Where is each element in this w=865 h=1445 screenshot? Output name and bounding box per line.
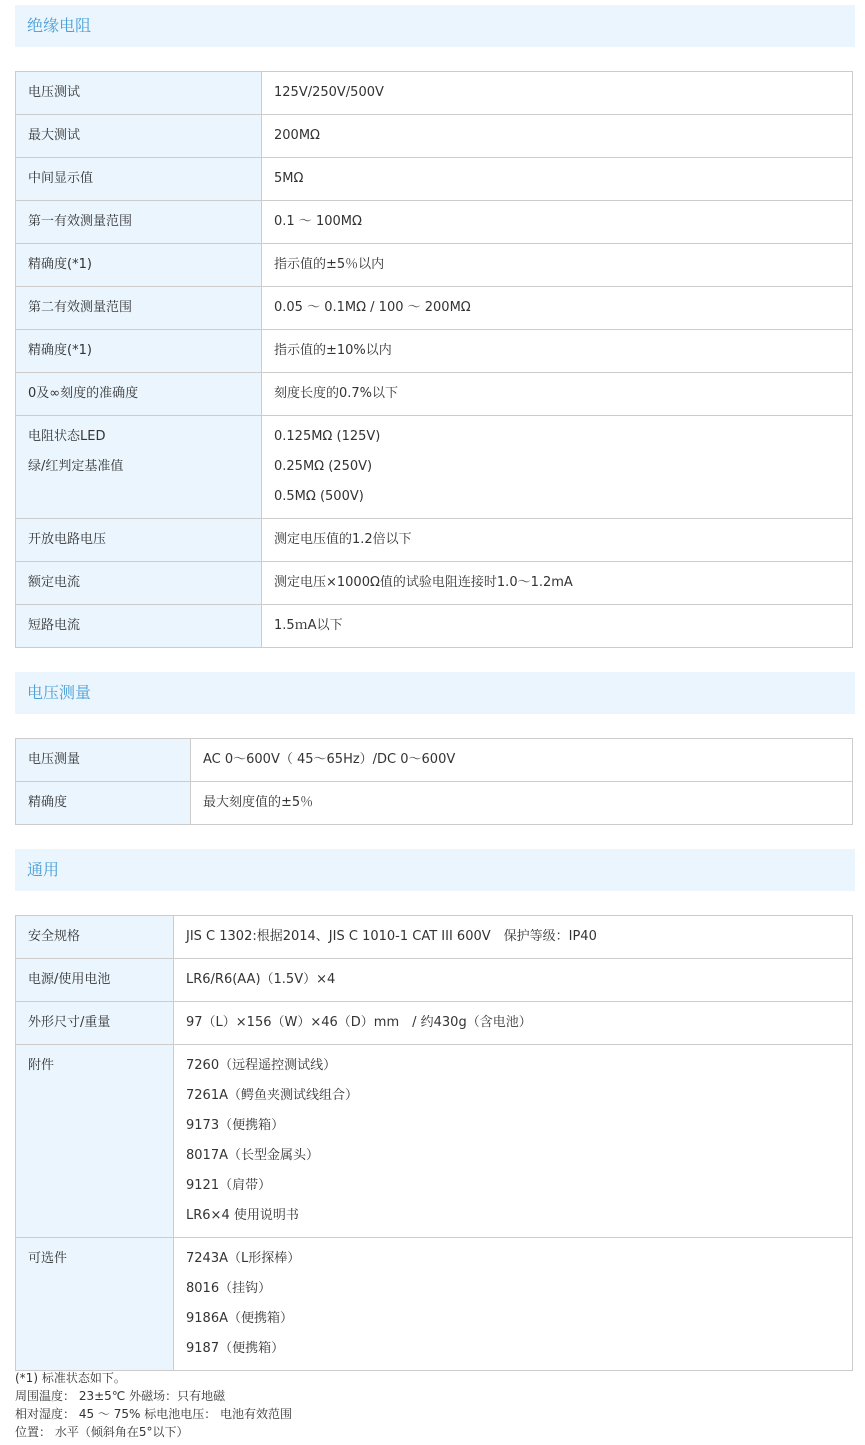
footnote-line: 周围温度： 23±5℃ 外磁场：只有地磁: [15, 1389, 226, 1403]
row-value-cell: [262, 519, 853, 562]
row-label: 外形尺寸/重量: [28, 1015, 111, 1030]
row-value: 刻度长度的0.7%以下: [274, 386, 399, 401]
row-label: 中间显示值: [28, 171, 94, 186]
row-value: 9173（便携箱）: [186, 1118, 285, 1133]
row-value: 0.1 ～ 100MΩ: [274, 214, 362, 229]
table-row: [16, 1002, 853, 1045]
table-body: [16, 72, 853, 648]
row-value: 0.125MΩ (125V): [274, 429, 381, 444]
row-value: 指示值的±10%以内: [274, 343, 392, 358]
row-label: 附件: [28, 1058, 55, 1073]
row-value: 8016（挂钩）: [186, 1281, 272, 1296]
row-value: 0.25MΩ (250V): [274, 459, 373, 474]
row-value: 9186A（便携箱）: [186, 1311, 293, 1326]
voltage-measurement-table: [15, 738, 853, 825]
table-row: [16, 201, 853, 244]
row-label-cell: [16, 416, 262, 519]
table-row: [16, 782, 853, 825]
row-value-cell: [262, 72, 853, 115]
footnotes: [15, 1369, 292, 1441]
row-value-cell: [174, 1045, 853, 1238]
table-body: [16, 916, 853, 1371]
row-value: 200MΩ: [274, 128, 320, 143]
table-row: [16, 519, 853, 562]
row-label-cell: [16, 605, 262, 648]
table-row: [16, 959, 853, 1002]
row-label-cell: [16, 562, 262, 605]
table-row: [16, 562, 853, 605]
row-label-cell: [16, 782, 191, 825]
row-label: 电压测试: [28, 85, 81, 100]
row-value-cell: [174, 916, 853, 959]
row-label-cell: [16, 158, 262, 201]
row-label: 精确度(*1): [28, 257, 92, 272]
row-value-cell: [262, 330, 853, 373]
row-label-cell: [16, 739, 191, 782]
row-value-cell: [174, 1002, 853, 1045]
row-value: LR6/R6(AA)（1.5V）×4: [186, 972, 336, 987]
row-label: 短路电流: [28, 618, 81, 633]
row-label: 0及∞刻度的准确度: [28, 386, 139, 401]
general-table: [15, 915, 853, 1371]
row-value-cell: [262, 115, 853, 158]
table-row: [16, 373, 853, 416]
row-value: 125V/250V/500V: [274, 85, 384, 100]
table-body: [16, 739, 853, 825]
row-value: 8017A（长型金属头）: [186, 1148, 319, 1163]
table-row: [16, 158, 853, 201]
row-value-cell: [174, 959, 853, 1002]
section-header-general: 通用: [15, 849, 855, 891]
row-value-cell: [262, 605, 853, 648]
row-value-cell: [191, 782, 853, 825]
table-row: [16, 244, 853, 287]
row-label: 电源/使用电池: [28, 972, 111, 987]
row-label-cell: [16, 201, 262, 244]
row-value: 97（L）×156（W）×46（D）mm / 约430g（含电池）: [186, 1015, 532, 1030]
row-value: 7243A（L形探棒）: [186, 1251, 301, 1266]
row-label-cell: [16, 1045, 174, 1238]
row-value: 0.05 ～ 0.1MΩ / 100 ～ 200MΩ: [274, 300, 471, 315]
footnote-line: (*1) 标准状态如下。: [15, 1371, 126, 1385]
insulation-resistance-table: [15, 71, 853, 648]
table-row: [16, 1045, 853, 1238]
row-value-cell: [174, 1238, 853, 1371]
row-value: AC 0～600V（ 45～65Hz）/DC 0～600V: [203, 752, 456, 767]
row-label: 可选件: [28, 1251, 68, 1266]
row-value: 0.5MΩ (500V): [274, 489, 364, 504]
row-value: 1.5ｍA以下: [274, 618, 343, 633]
row-label: 额定电流: [28, 575, 81, 590]
section-header-insulation-resistance: 绝缘电阻: [15, 5, 855, 47]
row-label-cell: [16, 519, 262, 562]
row-label-cell: [16, 287, 262, 330]
footnote-line: 位置： 水平（倾斜角在5°以下）: [15, 1425, 189, 1439]
row-value: 9187（便携箱）: [186, 1341, 285, 1356]
row-label: 电压测量: [28, 752, 81, 767]
footnote-line: 相对湿度： 45 ～ 75% 标电池电压： 电池有效范围: [15, 1407, 293, 1421]
row-label: 电阻状态LED: [28, 429, 106, 444]
row-label-cell: [16, 72, 262, 115]
row-label: 安全规格: [28, 929, 81, 944]
row-value: 测定电压×1000Ω值的试验电阻连接时1.0～1.2mA: [274, 575, 573, 590]
row-label: 最大测试: [28, 128, 81, 143]
row-value: JIS C 1302:根据2014、JIS C 1010-1 CAT III 600V 保护等级：IP40: [186, 929, 597, 944]
table-row: [16, 72, 853, 115]
row-value: 最大刻度值的±5％: [203, 795, 314, 810]
table-row: [16, 416, 853, 519]
row-label-cell: [16, 244, 262, 287]
row-value: 测定电压值的1.2倍以下: [274, 532, 412, 547]
table-row: [16, 605, 853, 648]
row-value: 7260（远程遥控测试线）: [186, 1058, 337, 1073]
row-value-cell: [262, 201, 853, 244]
row-value-cell: [191, 739, 853, 782]
section-header-voltage-measurement: 电压测量: [15, 672, 855, 714]
row-value-cell: [262, 287, 853, 330]
row-value-cell: [262, 562, 853, 605]
row-value: LR6×4 使用说明书: [186, 1208, 299, 1223]
row-value: 5MΩ: [274, 171, 304, 186]
row-label-cell: [16, 959, 174, 1002]
row-value: 7261A（鳄鱼夹测试线组合）: [186, 1088, 358, 1103]
row-value-cell: [262, 244, 853, 287]
row-label-cell: [16, 115, 262, 158]
row-value: 指示值的±5％以内: [274, 257, 385, 272]
row-label: 第一有效测量范围: [28, 214, 133, 229]
table-row: [16, 115, 853, 158]
row-value-cell: [262, 158, 853, 201]
table-row: [16, 330, 853, 373]
table-row: [16, 1238, 853, 1371]
row-label: 精确度: [28, 795, 68, 810]
row-label-cell: [16, 330, 262, 373]
table-row: [16, 287, 853, 330]
table-row: [16, 916, 853, 959]
row-label: 绿/红判定基准值: [28, 459, 124, 474]
row-label-cell: [16, 916, 174, 959]
row-value: 9121（肩带）: [186, 1178, 272, 1193]
row-label-cell: [16, 1002, 174, 1045]
row-label: 第二有效测量范围: [28, 300, 133, 315]
row-value-cell: [262, 373, 853, 416]
row-value-cell: [262, 416, 853, 519]
table-row: [16, 739, 853, 782]
row-label: 开放电路电压: [28, 532, 107, 547]
row-label-cell: [16, 1238, 174, 1371]
row-label: 精确度(*1): [28, 343, 92, 358]
row-label-cell: [16, 373, 262, 416]
